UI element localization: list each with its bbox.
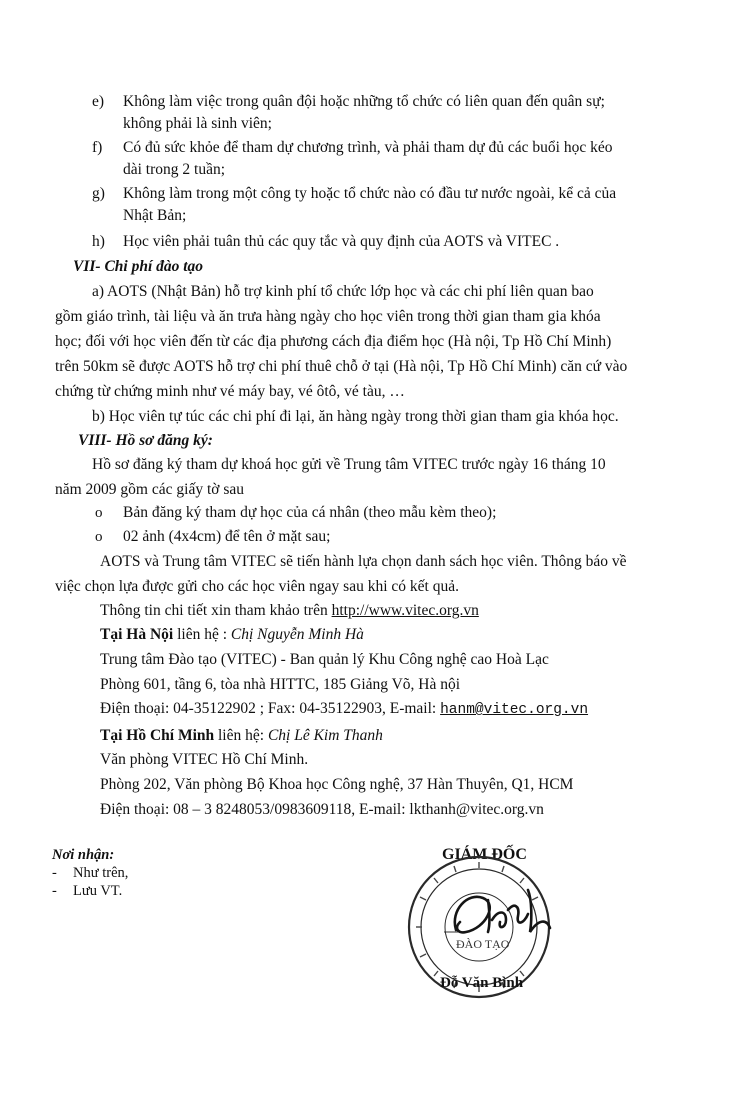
hanoi-email-link[interactable]: hanm@vitec.org.vn (440, 702, 589, 718)
signer-name: Đỗ Văn Bình (440, 975, 524, 991)
item-h-label: h) (92, 233, 105, 250)
hcm-contact-line (100, 726, 383, 746)
recipient-dash: - (52, 883, 57, 899)
info-prefix: Thông tin chi tiết xin tham khảo trên (100, 602, 332, 619)
hanoi-contact-label: liên hệ : (173, 626, 231, 643)
item-g-line1: Không làm trong một công ty hoặc tổ chức nào có đầu tư nước ngoài, kể cả của (123, 185, 617, 202)
bullet-item-2: 02 ảnh (4x4cm) để tên ở mặt sau; (123, 528, 331, 545)
hcm-phone-email: Điện thoại: 08 – 3 8248053/0983609118, E-mail: lkthanh@vitec.org.vn (100, 801, 544, 818)
bullet-marker: o (95, 529, 103, 545)
item-e-line2: không phải là sinh viên; (123, 115, 272, 132)
recipient-item-1: Như trên, (73, 865, 129, 881)
item-e-label: e) (92, 93, 105, 110)
section-vii-a-line1: a) AOTS (Nhật Bản) hỗ trợ kinh phí tổ chức lớp học và các chi phí liên quan bao (92, 283, 594, 300)
section-vii-a-line2: gồm giáo trình, tài liệu và ăn trưa hàng ngày cho học viên trong thời gian tham gia khóa (55, 308, 601, 325)
info-line (100, 601, 479, 621)
item-g-label: g) (92, 185, 105, 202)
hcm-contact-label: liên hệ: (214, 727, 268, 744)
bullet-marker: o (95, 505, 103, 521)
recipients-heading: Nơi nhận: (52, 847, 115, 863)
hcm-address: Phòng 202, Văn phòng Bộ Khoa học Công nghệ, 37 Hàn Thuyên, Q1, HCM (100, 776, 574, 793)
item-f-line2: dài trong 2 tuần; (123, 161, 226, 178)
website-link[interactable]: http://www.vitec.org.vn (331, 602, 479, 619)
hcm-org: Văn phòng VITEC Hồ Chí Minh. (100, 751, 309, 768)
section-vii-a-line3: học; đối với học viên đến từ các địa phương cách địa điểm học (Hà nội, Tp Hồ Chí Minh) (55, 333, 612, 350)
hanoi-city: Tại Hà Nội (100, 626, 174, 643)
hanoi-contact-line (100, 625, 364, 645)
recipient-item-2: Lưu VT. (73, 883, 123, 899)
bullet-item-1: Bản đăng ký tham dự học của cá nhân (theo mẫu kèm theo); (123, 504, 497, 521)
section-vii-a-line4: trên 50km sẽ được AOTS hỗ trợ chi phí thuê chỗ ở tại (Hà nội, Tp Hồ Chí Minh) căn cứ vào (55, 358, 628, 375)
hanoi-phone-fax: Điện thoại: 04-35122902 ; Fax: 04-35122903, E-mail: (100, 700, 441, 717)
selection-line1: AOTS và Trung tâm VITEC sẽ tiến hành lựa chọn danh sách học viên. Thông báo về (100, 553, 627, 570)
section-viii-intro-line2: năm 2009 gồm các giấy tờ sau (55, 481, 244, 498)
item-f-label: f) (92, 139, 103, 156)
selection-line2: việc chọn lựa được gửi cho các học viên ngay sau khi có kết quả. (55, 578, 459, 595)
hanoi-phone-line (100, 699, 588, 720)
hanoi-org: Trung tâm Đào tạo (VITEC) - Ban quản lý Khu Công nghệ cao Hoà Lạc (100, 651, 549, 668)
section-viii-intro-line1: Hồ sơ đăng ký tham dự khoá học gửi về Trung tâm VITEC trước ngày 16 tháng 10 (92, 456, 606, 473)
signature-title: GIÁM ĐỐC (442, 846, 527, 863)
item-h-line1: Học viên phải tuân thủ các quy tắc và quy định của AOTS và VITEC . (123, 233, 560, 250)
hanoi-contact-person: Chị Nguyễn Minh Hà (230, 626, 364, 643)
section-viii-heading: VIII- Hồ sơ đăng ký: (78, 432, 213, 449)
item-e-line1: Không làm việc trong quân đội hoặc những tổ chức có liên quan đến quân sự; (123, 93, 605, 110)
recipient-dash: - (52, 865, 57, 881)
item-g-line2: Nhật Bản; (123, 207, 187, 224)
hcm-contact-person: Chị Lê Kim Thanh (267, 727, 383, 744)
section-vii-heading: VII- Chi phí đào tạo (73, 258, 204, 275)
section-vii-a-line5: chứng từ chứng minh như vé máy bay, vé ôtô, vé tàu, … (55, 383, 405, 400)
hanoi-address: Phòng 601, tầng 6, tòa nhà HITTC, 185 Giảng Võ, Hà nội (100, 676, 461, 693)
section-vii-b: b) Học viên tự túc các chi phí đi lại, ăn hàng ngày trong thời gian tham gia khóa học. (92, 408, 619, 425)
handwritten-signature-icon (428, 870, 558, 960)
item-f-line1: Có đủ sức khỏe để tham dự chương trình, và phải tham dự đủ các buổi học kéo (123, 139, 613, 156)
hcm-city: Tại Hồ Chí Minh (100, 727, 215, 744)
stamp-text: ĐÀO TẠO (456, 937, 510, 951)
